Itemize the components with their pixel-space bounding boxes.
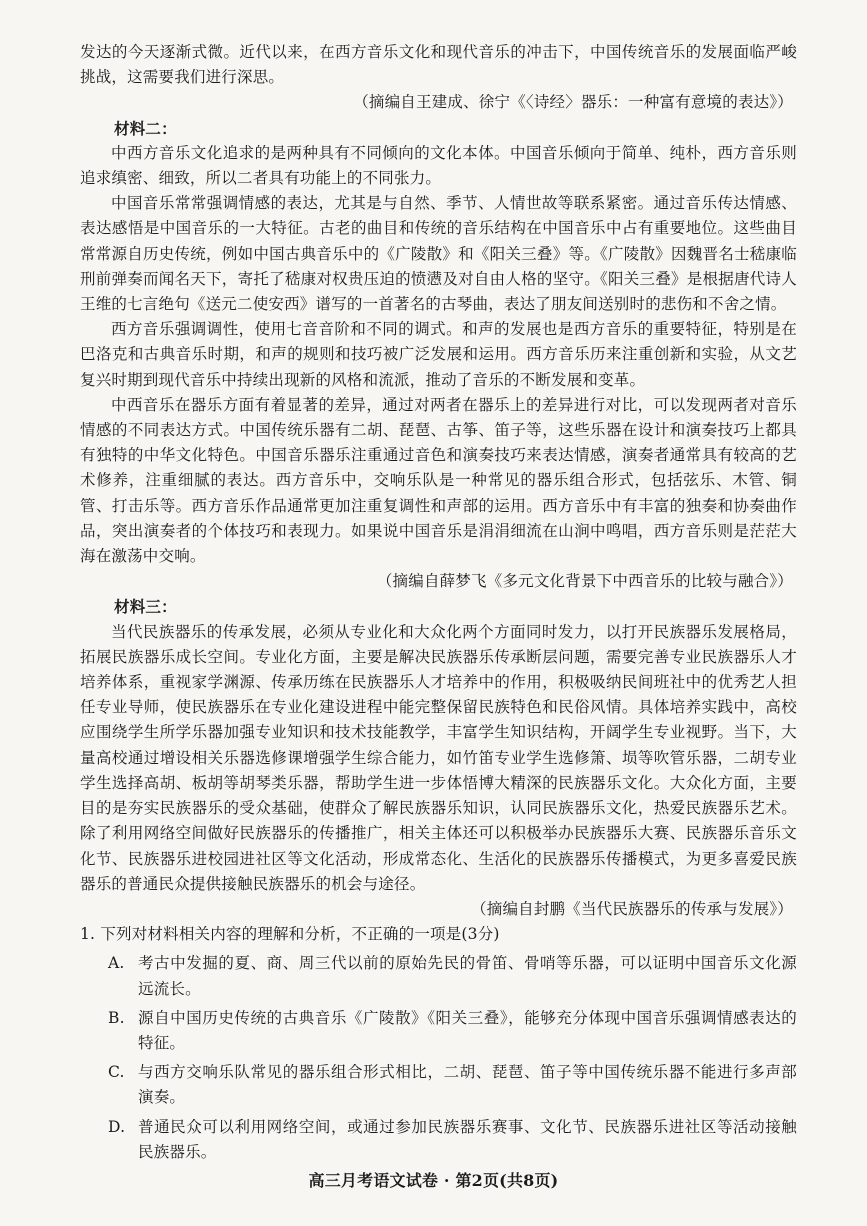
material-2-paragraph: 中西方音乐文化追求的是两种具有不同倾向的文化本体。中国音乐倾向于简单、纯朴，西方音乐则追求缜密、细致，所以二者具有功能上的不同张力。	[80, 143, 797, 188]
page-footer: 高三月考语文试卷 · 第2页(共8页)	[308, 1171, 559, 1190]
intro-paragraph: 发达的今天逐渐式微。近代以来，在西方音乐文化和现代音乐的冲击下，中国传统音乐的发展面临严峻挑战，这需要我们进行深思。	[80, 43, 797, 87]
option-text: 与西方交响乐队常见的器乐组合形式相比，二胡、琵琶、笛子等中国传统乐器不能进行多声部演奏。	[138, 1063, 797, 1107]
option-letter: D.	[108, 1117, 126, 1136]
option-letter: B.	[108, 1008, 125, 1027]
option-b	[108, 1006, 797, 1056]
source-citation-3: （摘编自封鹏《当代民族器乐的传承与发展》）	[471, 899, 793, 918]
option-text: 源自中国历史传统的古典音乐《广陵散》《阳关三叠》，能够充分体现中国音乐强调情感表达的特征。	[138, 1008, 797, 1052]
option-text: 考古中发掘的夏、商、周三代以前的原始先民的骨笛、骨哨等乐器，可以证明中国音乐文化源远流长。	[138, 954, 797, 998]
material-2-paragraph: 中西音乐在器乐方面有着显著的差异，通过对两者在器乐上的差异进行对比，可以发现两者对音乐情感的不同表达方式。中国传统乐器有二胡、琵琶、古筝、笛子等，这些乐器在设计和演奏技巧上都具有独特的中华文化特色。中国音乐器乐注重通过音色和演奏技巧来表达情感，演奏者通常具有较高的艺术修养，注重细腻的表达。西方音乐中，交响乐队是一种常见的器乐组合形式，包括弦乐、木管、铜管、打击乐等。西方音乐作品通常更加注重复调性和声部的运用。西方音乐中有丰富的独奏和协奏曲作品，突出演奏者的个体技巧和表现力。如果说中国音乐是涓涓细流在山涧中鸣唱，西方音乐则是茫茫大海在激荡中交响。	[80, 395, 797, 566]
source-citation-2: （摘编自薛梦飞《多元文化背景下中西音乐的比较与融合》）	[376, 572, 793, 591]
question-1-stem: 1. 下列对材料相关内容的理解和分析，不正确的一项是(3分)	[80, 925, 500, 944]
option-text: 普通民众可以利用网络空间，或通过参加民族器乐赛事、文化节、民族器乐进社区等活动接触民族器乐。	[138, 1117, 797, 1161]
material-2-paragraph: 中国音乐常常强调情感的表达，尤其是与自然、季节、人情世故等联系紧密。通过音乐传达情感、表达感悟是中国音乐的一大特征。古老的曲目和传统的音乐结构在中国音乐中占有重要地位。这些曲目常常源自历史传统，例如中国古典音乐中的《广陵散》和《阳关三叠》等。《广陵散》因魏晋名士嵇康临刑前弹奏而闻名天下，寄托了嵇康对权贵压迫的愤懑及对自由人格的坚守。《阳关三叠》是根据唐代诗人王维的七言绝句《送元二使安西》谱写的一首著名的古琴曲，表达了朋友间送别时的悲伤和不舍之情。	[80, 194, 797, 314]
option-c	[108, 1060, 797, 1110]
option-letter: A.	[108, 954, 125, 973]
material-3-paragraph: 当代民族器乐的传承发展，必须从专业化和大众化两个方面同时发力，以打开民族器乐发展格局，拓展民族器乐成长空间。专业化方面，主要是解决民族器乐传承断层问题，需要完善专业民族器乐人才培养体系，重视家学渊源、传承历练在民族器乐人才培养中的作用，积极吸纳民间班社中的优秀艺人担任专业导师，使民族器乐在专业化建设进程中能完整保留民族特色和民俗风情。具体培养实践中，高校应围绕学生所学乐器加强专业知识和技术技能教学，丰富学生知识结构，开阔学生专业视野。当下，大量高校通过增设相关乐器选修课增强学生综合能力，如竹笛专业学生选修箫、埙等吹管乐器，二胡专业学生选择高胡、板胡等胡琴类乐器，帮助学生进一步体悟博大精深的民族器乐文化。大众化方面，主要目的是夯实民族器乐的受众基础，使群众了解民族器乐知识，认同民族器乐文化，热爱民族器乐艺术。除了利用网络空间做好民族器乐的传播推广，相关主体还可以积极举办民族器乐大赛、民族器乐音乐文化节、民族器乐进校园进社区等文化活动，形成常态化、生活化的民族器乐传播模式，为更多喜爱民族器乐的普通民众提供接触民族器乐的机会与途径。	[80, 622, 797, 893]
source-citation-1: （摘编自王建成、徐宁《〈诗经〉器乐：一种富有意境的表达》）	[353, 93, 793, 112]
question-1	[80, 922, 797, 1165]
material-2-paragraph: 西方音乐强调调性，使用七音音阶和不同的调式。和声的发展也是西方音乐的重要特征，特别是在巴洛克和古典音乐时期，和声的规则和技巧被广泛发展和运用。西方音乐历来注重创新和实验，从文艺复兴时期到现代音乐中持续出现新的风格和流派，推动了音乐的不断发展和变革。	[80, 320, 797, 389]
material-3-label: 材料三：	[114, 597, 177, 617]
material-2-label: 材料二：	[114, 118, 177, 138]
option-d	[108, 1115, 797, 1165]
option-letter: C.	[108, 1063, 125, 1082]
option-a	[108, 951, 797, 1001]
